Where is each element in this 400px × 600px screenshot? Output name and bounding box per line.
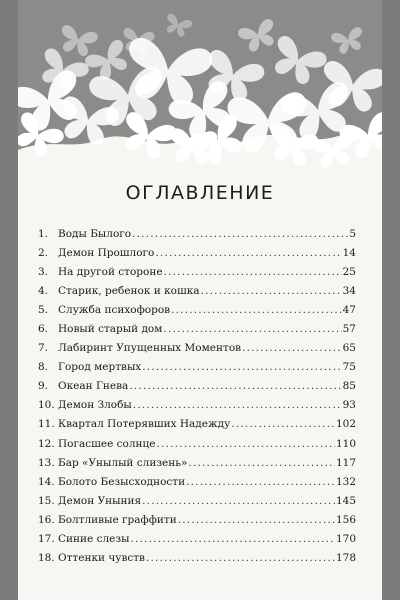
toc-entry xyxy=(38,457,356,476)
dot-leader xyxy=(142,361,341,373)
page-number: 93 xyxy=(342,399,356,412)
page-number: 34 xyxy=(342,285,356,298)
page-title: ОГЛАВЛЕНИЕ xyxy=(125,182,275,204)
toc-entry xyxy=(38,380,356,399)
chapter-number: 18. xyxy=(38,551,55,564)
toc-entry xyxy=(38,495,356,514)
page-number: 65 xyxy=(342,342,356,355)
chapter-title: Лабиринт Упущенных Моментов xyxy=(58,342,242,355)
dot-leader xyxy=(188,457,335,469)
chapter-number: 14. xyxy=(38,475,55,488)
butterfly-icon xyxy=(57,24,99,59)
dot-leader xyxy=(163,323,341,335)
chapter-number: 16. xyxy=(38,513,55,526)
chapter-title: Демон Злобы xyxy=(58,399,132,412)
chapter-title: Болото Безысходности xyxy=(58,475,186,488)
page-number: 117 xyxy=(335,456,356,469)
butterfly-icon xyxy=(266,34,329,90)
toc-entry xyxy=(38,552,356,571)
chapter-title: Погасшее солнце xyxy=(58,437,156,450)
toc-entry xyxy=(38,533,356,552)
chapter-title: На другой стороне xyxy=(58,266,163,279)
page-number: 110 xyxy=(335,437,356,450)
butterfly-icon xyxy=(162,13,193,39)
chapter-number: 10. xyxy=(38,399,55,412)
toc-entry xyxy=(38,438,356,457)
dot-leader xyxy=(171,304,342,316)
chapter-number: 12. xyxy=(38,437,55,450)
chapter-number: 8. xyxy=(38,361,49,374)
toc-entry xyxy=(38,476,356,495)
chapter-title: Воды Былого xyxy=(58,228,132,240)
page-number: 170 xyxy=(335,532,356,545)
chapter-title: Квартал Потерявших Надежду xyxy=(58,418,231,431)
toc-entry xyxy=(38,285,356,304)
dot-leader xyxy=(142,495,335,507)
toc-entry xyxy=(38,361,356,380)
chapter-title: Демон Уныния xyxy=(58,494,142,507)
dot-leader xyxy=(242,342,342,354)
chapter-title: Старик, ребенок и кошка xyxy=(58,285,200,298)
toc-entry xyxy=(38,323,356,342)
chapter-title: Бар «Унылый слизень» xyxy=(58,456,188,469)
toc-entry xyxy=(38,399,356,418)
page-number: 145 xyxy=(335,494,356,507)
page-number: 25 xyxy=(342,266,356,279)
dot-leader xyxy=(130,533,335,545)
toc-entry xyxy=(38,266,356,285)
chapter-title: Синие слезы xyxy=(58,532,130,545)
dot-leader xyxy=(129,380,341,392)
chapter-number: 2. xyxy=(38,247,49,260)
table-of-contents xyxy=(38,228,356,571)
page-number: 5 xyxy=(349,228,356,240)
chapter-number: 4. xyxy=(38,285,49,298)
toc-entry xyxy=(38,228,356,247)
toc-entry xyxy=(38,304,356,323)
dot-leader xyxy=(156,438,334,450)
chapter-number: 13. xyxy=(38,456,55,469)
dot-leader xyxy=(133,399,342,411)
dot-leader xyxy=(132,228,348,240)
chapter-number: 7. xyxy=(38,342,49,355)
page-number: 14 xyxy=(342,247,356,260)
chapter-number: 11. xyxy=(38,418,55,431)
chapter-number: 17. xyxy=(38,532,55,545)
chapter-number: 9. xyxy=(38,380,49,393)
dot-leader xyxy=(186,476,335,488)
butterflies-svg xyxy=(18,0,382,168)
dot-leader xyxy=(155,247,341,259)
page-number: 47 xyxy=(342,304,356,317)
dot-leader xyxy=(164,266,342,278)
chapter-number: 15. xyxy=(38,494,55,507)
page-number: 156 xyxy=(335,513,356,526)
toc-entry xyxy=(38,514,356,533)
butterfly-illustration xyxy=(18,0,382,168)
page-number: 85 xyxy=(342,380,356,393)
toc-entry xyxy=(38,418,356,437)
book-page xyxy=(18,0,382,600)
chapter-title: Город мертвых xyxy=(58,361,142,374)
chapter-title: Служба психофоров xyxy=(58,304,171,317)
dot-leader xyxy=(146,552,335,564)
page-number: 75 xyxy=(342,361,356,374)
butterfly-icon xyxy=(330,26,366,56)
chapter-title: Океан Гнева xyxy=(58,380,129,393)
page-number: 178 xyxy=(335,551,356,564)
toc-entry xyxy=(38,342,356,361)
dot-leader xyxy=(231,418,335,430)
butterfly-icon xyxy=(237,18,280,55)
chapter-title: Оттенки чувств xyxy=(58,551,145,564)
chapter-number: 5. xyxy=(38,304,49,317)
chapter-title: Демон Прошлого xyxy=(58,247,155,260)
page-number: 102 xyxy=(335,418,356,431)
chapter-number: 3. xyxy=(38,266,49,279)
dot-leader xyxy=(178,514,335,526)
chapter-title: Болтливые граффити xyxy=(58,513,177,526)
chapter-number: 6. xyxy=(38,323,49,336)
chapter-number: 1. xyxy=(38,228,49,240)
dot-leader xyxy=(201,285,342,297)
toc-entry xyxy=(38,247,356,266)
page-number: 57 xyxy=(342,323,356,336)
page-number: 132 xyxy=(335,475,356,488)
chapter-title: Новый старый дом xyxy=(58,323,163,336)
